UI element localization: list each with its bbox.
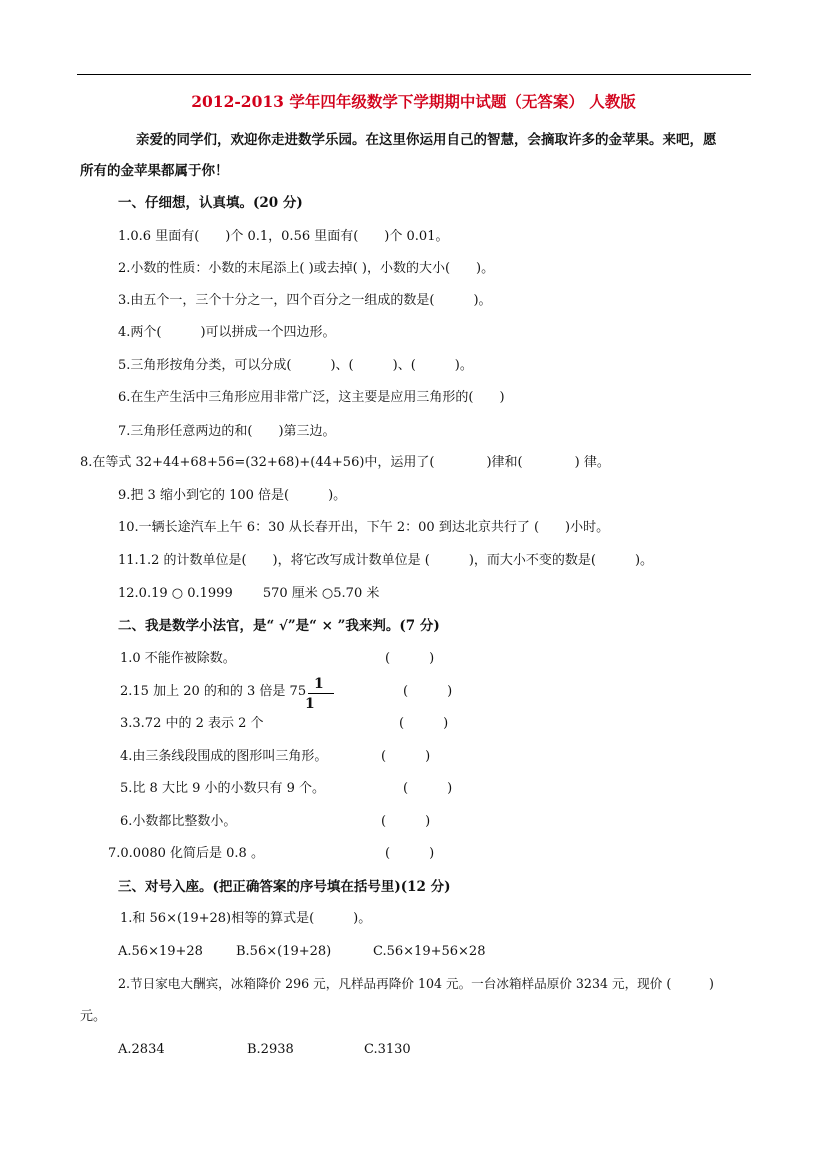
option-c: C.56×19+56×28 [373,944,486,959]
judge-item: 7.0.0080 化简后是 0.8 。 [108,846,264,861]
question-item: 7.三角形任意两边的和( )第三边。 [118,424,336,439]
section2-heading: 二、我是数学小法官，是“ √”是“ × ”我来判。(7 分) [118,618,440,634]
intro-line-2: 所有的金苹果都属于你！ [80,163,229,179]
question-item: 9.把 3 缩小到它的 100 倍是( )。 [118,488,347,503]
option-a: A.56×19+28 [118,944,203,959]
choice-question: 1.和 56×(19+28)相等的算式是( )。 [120,911,372,926]
question-item: 4.两个( )可以拼成一个四边形。 [118,325,336,340]
intro-line-1: 亲爱的同学们，欢迎你走进数学乐园。在这里你运用自己的智慧，会摘取许多的金苹果。来吧，愿 [136,132,717,148]
judge-item: 3.3.72 中的 2 表示 2 个 [120,716,264,731]
judge-item: 6.小数都比整数小。 [120,814,237,829]
judge-item: 1.0 不能作被除数。 [120,651,236,666]
option-b: B.56×(19+28) [236,944,332,959]
answer-bracket: ( ) [385,651,435,666]
section3-heading: 三、对号入座。(把正确答案的序号填在括号里)(12 分) [118,879,451,895]
page-title: 2012-2013 学年四年级数学下学期期中试题（无答案） 人教版 [191,92,636,111]
answer-bracket: ( ) [403,684,453,699]
fraction-denominator: 1 [305,696,315,712]
question-item: 5.三角形按角分类，可以分成( )、( )、( )。 [118,358,473,373]
question-item: 6.在生产生活中三角形应用非常广泛，这主要是应用三角形的( ) [118,390,505,405]
answer-bracket: ( ) [381,814,431,829]
answer-bracket: ( ) [381,749,431,764]
question-item: 3.由五个一，三个十分之一，四个百分之一组成的数是( )。 [118,293,492,308]
question-item: 12.0.19 ○ 0.1999 570 厘米 ○5.70 米 [118,586,380,601]
choice-question: 2.节日家电大酬宾，冰箱降价 296 元，凡样品再降价 104 元。一台冰箱样品原价 3234 元，现价 ( ) [118,976,714,991]
fraction-numerator: 1 [314,676,324,692]
question-item: 10.一辆长途汽车上午 6：30 从长春开出，下午 2：00 到达北京共行了 ( )小时。 [118,520,610,535]
question-item: 2.小数的性质：小数的末尾添上( )或去掉( )，小数的大小( )。 [118,261,495,276]
question-item: 1.0.6 里面有( )个 0.1，0.56 里面有( )个 0.01。 [118,229,449,244]
option-b: B.2938 [247,1042,294,1057]
answer-bracket: ( ) [403,781,453,796]
choice-question-cont: 元。 [80,1009,107,1024]
answer-bracket: ( ) [399,716,449,731]
question-item: 8.在等式 32+44+68+56=(32+68)+(44+56)中，运用了( )律和( ) 律。 [80,455,610,470]
judge-item: 2.15 加上 20 的和的 3 倍是 75 [120,684,307,699]
fraction-bar [308,693,334,694]
question-item: 11.1.2 的计数单位是( )，将它改写成计数单位是 ( )，而大小不变的数是( )。 [118,553,654,568]
header-rule [77,74,751,75]
option-c: C.3130 [364,1042,411,1057]
answer-bracket: ( ) [385,846,435,861]
judge-item: 5.比 8 大比 9 小的小数只有 9 个。 [120,781,326,796]
section1-heading: 一、仔细想，认真填。(20 分) [118,195,303,211]
judge-item: 4.由三条线段围成的图形叫三角形。 [120,749,328,764]
option-a: A.2834 [118,1042,165,1057]
